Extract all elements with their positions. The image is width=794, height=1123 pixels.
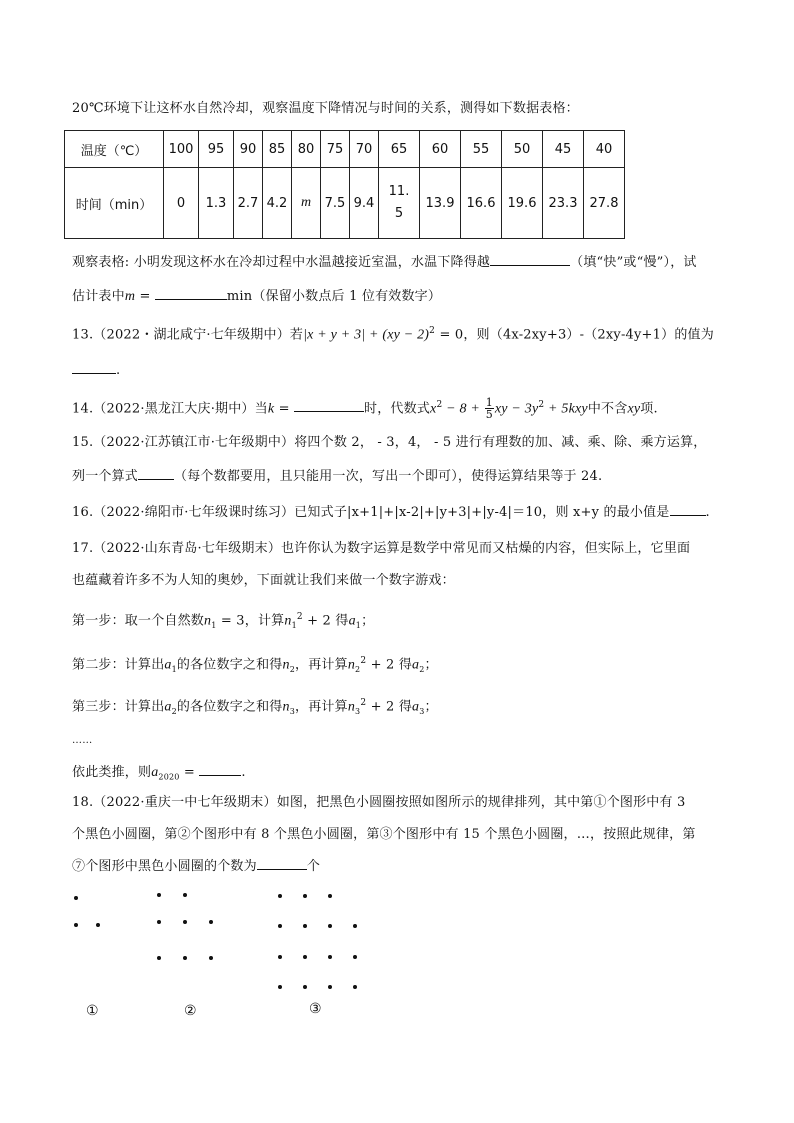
black-dot	[278, 955, 282, 959]
q14-frac-den: 5	[485, 408, 493, 422]
sub-1: 1	[291, 620, 297, 630]
q16-text: 16.（2022·绵阳市·七年级课时练习）已知式子|x+1|+|x-2|+|y+3|+|y-4|＝10，则 x+y 的最小值是	[72, 505, 670, 520]
q13-answer-blank[interactable]	[72, 360, 116, 374]
q14-var-k: k	[267, 401, 275, 417]
figure-label-1: ①	[86, 1003, 99, 1019]
temperature-time-table	[64, 130, 625, 239]
table-cell: 60	[420, 131, 461, 168]
table-cell: 9.4	[350, 168, 379, 239]
q17-step3	[72, 694, 438, 721]
black-dot	[303, 955, 307, 959]
var-n: n	[282, 657, 290, 673]
table-cell: 27.8	[584, 168, 625, 239]
sub-3: 3	[355, 706, 361, 716]
black-dot	[157, 920, 161, 924]
q13-prefix: 13.（2022・湖北咸宁·七年级期中）若	[72, 327, 304, 343]
black-dot	[157, 893, 161, 897]
black-dot	[183, 920, 187, 924]
q15-line2	[72, 466, 602, 486]
q12-var-m: m	[124, 289, 136, 304]
table-cell: 100	[164, 131, 199, 168]
q18-text-b: 个	[306, 859, 321, 874]
var-n: n	[347, 699, 356, 715]
table-cell: 90	[234, 131, 263, 168]
black-dot	[96, 923, 100, 927]
var-n: n	[204, 613, 212, 629]
table-cell: 0	[164, 168, 199, 239]
var-n: n	[284, 613, 292, 629]
table-cell: 70	[350, 131, 379, 168]
q14-tail: 中不含	[587, 401, 628, 417]
q18-line3	[72, 856, 320, 876]
var-a: a	[164, 657, 172, 673]
black-dot	[328, 924, 332, 928]
q14-expr-c: xy − 3y	[494, 401, 539, 417]
black-dot	[353, 955, 357, 959]
q13-line1	[72, 322, 714, 344]
q15-text-b: （每个数都要用，且只能用一次，写出一个即可），使得运算结果等于 24.	[174, 469, 603, 484]
q13-expr-tail: = 0，则（4x-2xy+3）-（2xy-4y+1）的值为	[435, 327, 714, 343]
table-cell: 7.5	[321, 168, 350, 239]
q17-final-eq: =	[179, 765, 200, 780]
black-dot	[74, 923, 78, 927]
table-cell: 75	[321, 131, 350, 168]
q18-text-a: ⑦个图形中黑色小圆圈的个数为	[72, 859, 257, 874]
q15-text-a: 列一个算式	[72, 469, 139, 484]
q12-line1	[72, 252, 697, 272]
table-cell: 1.3	[199, 168, 234, 239]
black-dot	[278, 894, 282, 898]
var-a: a	[412, 657, 420, 673]
split-value	[389, 181, 410, 225]
table-cell: 4.2	[263, 168, 292, 239]
black-dot	[209, 956, 213, 960]
q17-step2	[72, 652, 438, 679]
q17-step2-c: ，再计算	[295, 657, 348, 673]
black-dot	[157, 956, 161, 960]
var-a: a	[164, 699, 172, 715]
q17-line2: 也蕴藏着许多不为人知的奥妙，下面就让我们来做一个数字游戏：	[72, 573, 455, 588]
table-row-temperature	[65, 131, 625, 168]
q17-step3-b: 的各位数字之和得	[176, 699, 283, 715]
q14-expr-d: + 5kxy	[544, 401, 588, 417]
q13-end: .	[116, 363, 121, 378]
table-cell: 50	[502, 131, 543, 168]
q12-answer-blank-2[interactable]	[155, 286, 227, 300]
table-cell: 23.3	[543, 168, 584, 239]
table-row-time	[65, 168, 625, 239]
table-cell: 16.6	[461, 168, 502, 239]
q17-step1-a: 第一步：取一个自然数	[72, 613, 205, 629]
q13-exponent: 2	[429, 326, 436, 336]
q14-tail2: 项.	[640, 401, 658, 417]
q18-answer-blank[interactable]	[257, 856, 307, 870]
sub-3: 3	[289, 706, 296, 716]
var-a: a	[348, 613, 356, 629]
q14-fraction	[485, 397, 494, 420]
q14-expr-b: − 8 +	[442, 401, 484, 417]
sub-1: 1	[211, 620, 217, 630]
q17-step1	[72, 608, 374, 635]
sub-3: 3	[419, 706, 425, 716]
black-dot	[303, 924, 307, 928]
q14-line	[72, 396, 658, 420]
q12-eq: =	[135, 289, 155, 304]
figure-label-3: ③	[309, 1001, 322, 1017]
sup-2: 2	[360, 656, 367, 666]
q17-step1-d: ；	[361, 613, 375, 629]
q15-line1: 15.（2022·江苏镇江市·七年级期中）将四个数 2， - 3，4， - 5 进行有理数的加、减、乘、除、乘方运算，	[72, 435, 707, 450]
sup-2: 2	[360, 698, 367, 708]
sub-2: 2	[355, 664, 361, 674]
q16-answer-blank[interactable]	[670, 502, 706, 516]
black-dot	[183, 893, 187, 897]
q12-text-c: 估计表中	[72, 289, 125, 304]
black-dot	[209, 920, 213, 924]
q17-step3-e: ；	[424, 699, 438, 715]
table-cell: 95	[199, 131, 234, 168]
table-cell: 65	[379, 131, 420, 168]
q15-answer-blank[interactable]	[138, 466, 174, 480]
q18-line1: 18.（2022·重庆一中七年级期末）如图，把黑色小圆圈按照如图所示的规律排列，其中第①个图形中有 3	[72, 795, 686, 810]
sub-1: 1	[171, 664, 177, 674]
black-dot	[183, 956, 187, 960]
sub-2: 2	[171, 706, 177, 716]
table-cell: 40	[584, 131, 625, 168]
table-cell: 85	[263, 131, 292, 168]
q14-sup-2: 2	[538, 400, 545, 410]
q17-ellipsis: ……	[72, 735, 93, 746]
black-dot	[353, 985, 357, 989]
q17-line1: 17.（2022·山东青岛·七年级期末）也许你认为数字运算是数学中常见而又枯燥的内容，但实际上，它里面	[72, 541, 691, 556]
black-dot	[328, 894, 332, 898]
q13-line2	[72, 360, 120, 380]
table-cell: 19.6	[502, 168, 543, 239]
q14-expr-x: x	[430, 401, 437, 417]
var-n: n	[282, 699, 290, 715]
split-bottom: 5	[394, 206, 404, 221]
sub-2020: 2020	[158, 772, 180, 782]
q14-frac-num: 1	[485, 396, 493, 410]
sub-2: 2	[289, 664, 296, 674]
q13-expr: |x + y + 3| + (xy − 2)	[303, 327, 430, 343]
q17-answer-blank[interactable]	[199, 762, 241, 776]
table-cell: 80	[292, 131, 321, 168]
q12-text-a: 观察表格: 小明发现这杯水在冷却过程中水温越接近室温，水温下降得越	[72, 255, 491, 270]
table-cell: 55	[461, 131, 502, 168]
sub-2: 2	[419, 664, 425, 674]
black-dot	[353, 924, 357, 928]
table-cell: 45	[543, 131, 584, 168]
var-a: a	[151, 765, 159, 780]
q17-step3-a: 第三步：计算出	[72, 699, 165, 715]
q17-step3-c: ，再计算	[295, 699, 348, 715]
figure-label-2: ②	[184, 1003, 197, 1019]
black-dot	[303, 985, 307, 989]
q16-end: .	[705, 505, 710, 520]
q17-final-a: 依此类推，则	[72, 765, 152, 780]
q16-line	[72, 502, 710, 522]
var-n: n	[347, 657, 356, 673]
q14-mid: 时，代数式	[364, 401, 431, 417]
q14-answer-blank[interactable]	[294, 398, 364, 412]
q12-answer-blank-1[interactable]	[490, 252, 570, 266]
sup-2: 2	[296, 612, 303, 622]
table-header-temperature: 温度（℃）	[65, 131, 164, 168]
black-dot	[328, 985, 332, 989]
table-cell-split	[379, 168, 420, 239]
black-dot	[74, 896, 78, 900]
black-dot	[328, 955, 332, 959]
q17-step2-d: + 2 得	[366, 657, 413, 673]
q17-step2-b: 的各位数字之和得	[176, 657, 283, 673]
q17-step1-b: = 3，计算	[216, 613, 285, 629]
table-cell: 13.9	[420, 168, 461, 239]
table-header-time: 时间（min）	[65, 168, 164, 239]
q12-line2	[72, 286, 441, 306]
q17-step3-d: + 2 得	[366, 699, 413, 715]
q14-xy: xy	[627, 401, 641, 417]
sub-1: 1	[355, 620, 362, 630]
q14-eq: =	[274, 401, 295, 417]
q17-final	[72, 762, 246, 787]
intro-line: 20℃环境下让这杯水自然冷却，观察温度下降情况与时间的关系，测得如下数据表格：	[72, 101, 579, 116]
q12-text-b: （填“快”或“慢”），试	[570, 255, 697, 270]
table-cell: 2.7	[234, 168, 263, 239]
q12-text-d: min（保留小数点后 1 位有效数字）	[226, 289, 442, 304]
q17-final-end: .	[241, 765, 246, 780]
q17-step2-a: 第二步：计算出	[72, 657, 165, 673]
var-a: a	[412, 699, 420, 715]
q18-line2: 个黑色小圆圈，第②个图形中有 8 个黑色小圆圈，第③个图形中有 15 个黑色小圆圈，…，按照此规律，第	[72, 827, 696, 842]
q17-step2-e: ；	[424, 657, 438, 673]
q14-prefix: 14.（2022·黑龙江大庆·期中）当	[72, 401, 268, 417]
split-top: 11.	[388, 184, 410, 199]
q14-sup-1: 2	[436, 400, 443, 410]
black-dot	[278, 985, 282, 989]
black-dot	[278, 924, 282, 928]
table-cell-unknown-m: m	[292, 168, 321, 239]
black-dot	[303, 894, 307, 898]
q17-step1-c: + 2 得	[302, 613, 349, 629]
